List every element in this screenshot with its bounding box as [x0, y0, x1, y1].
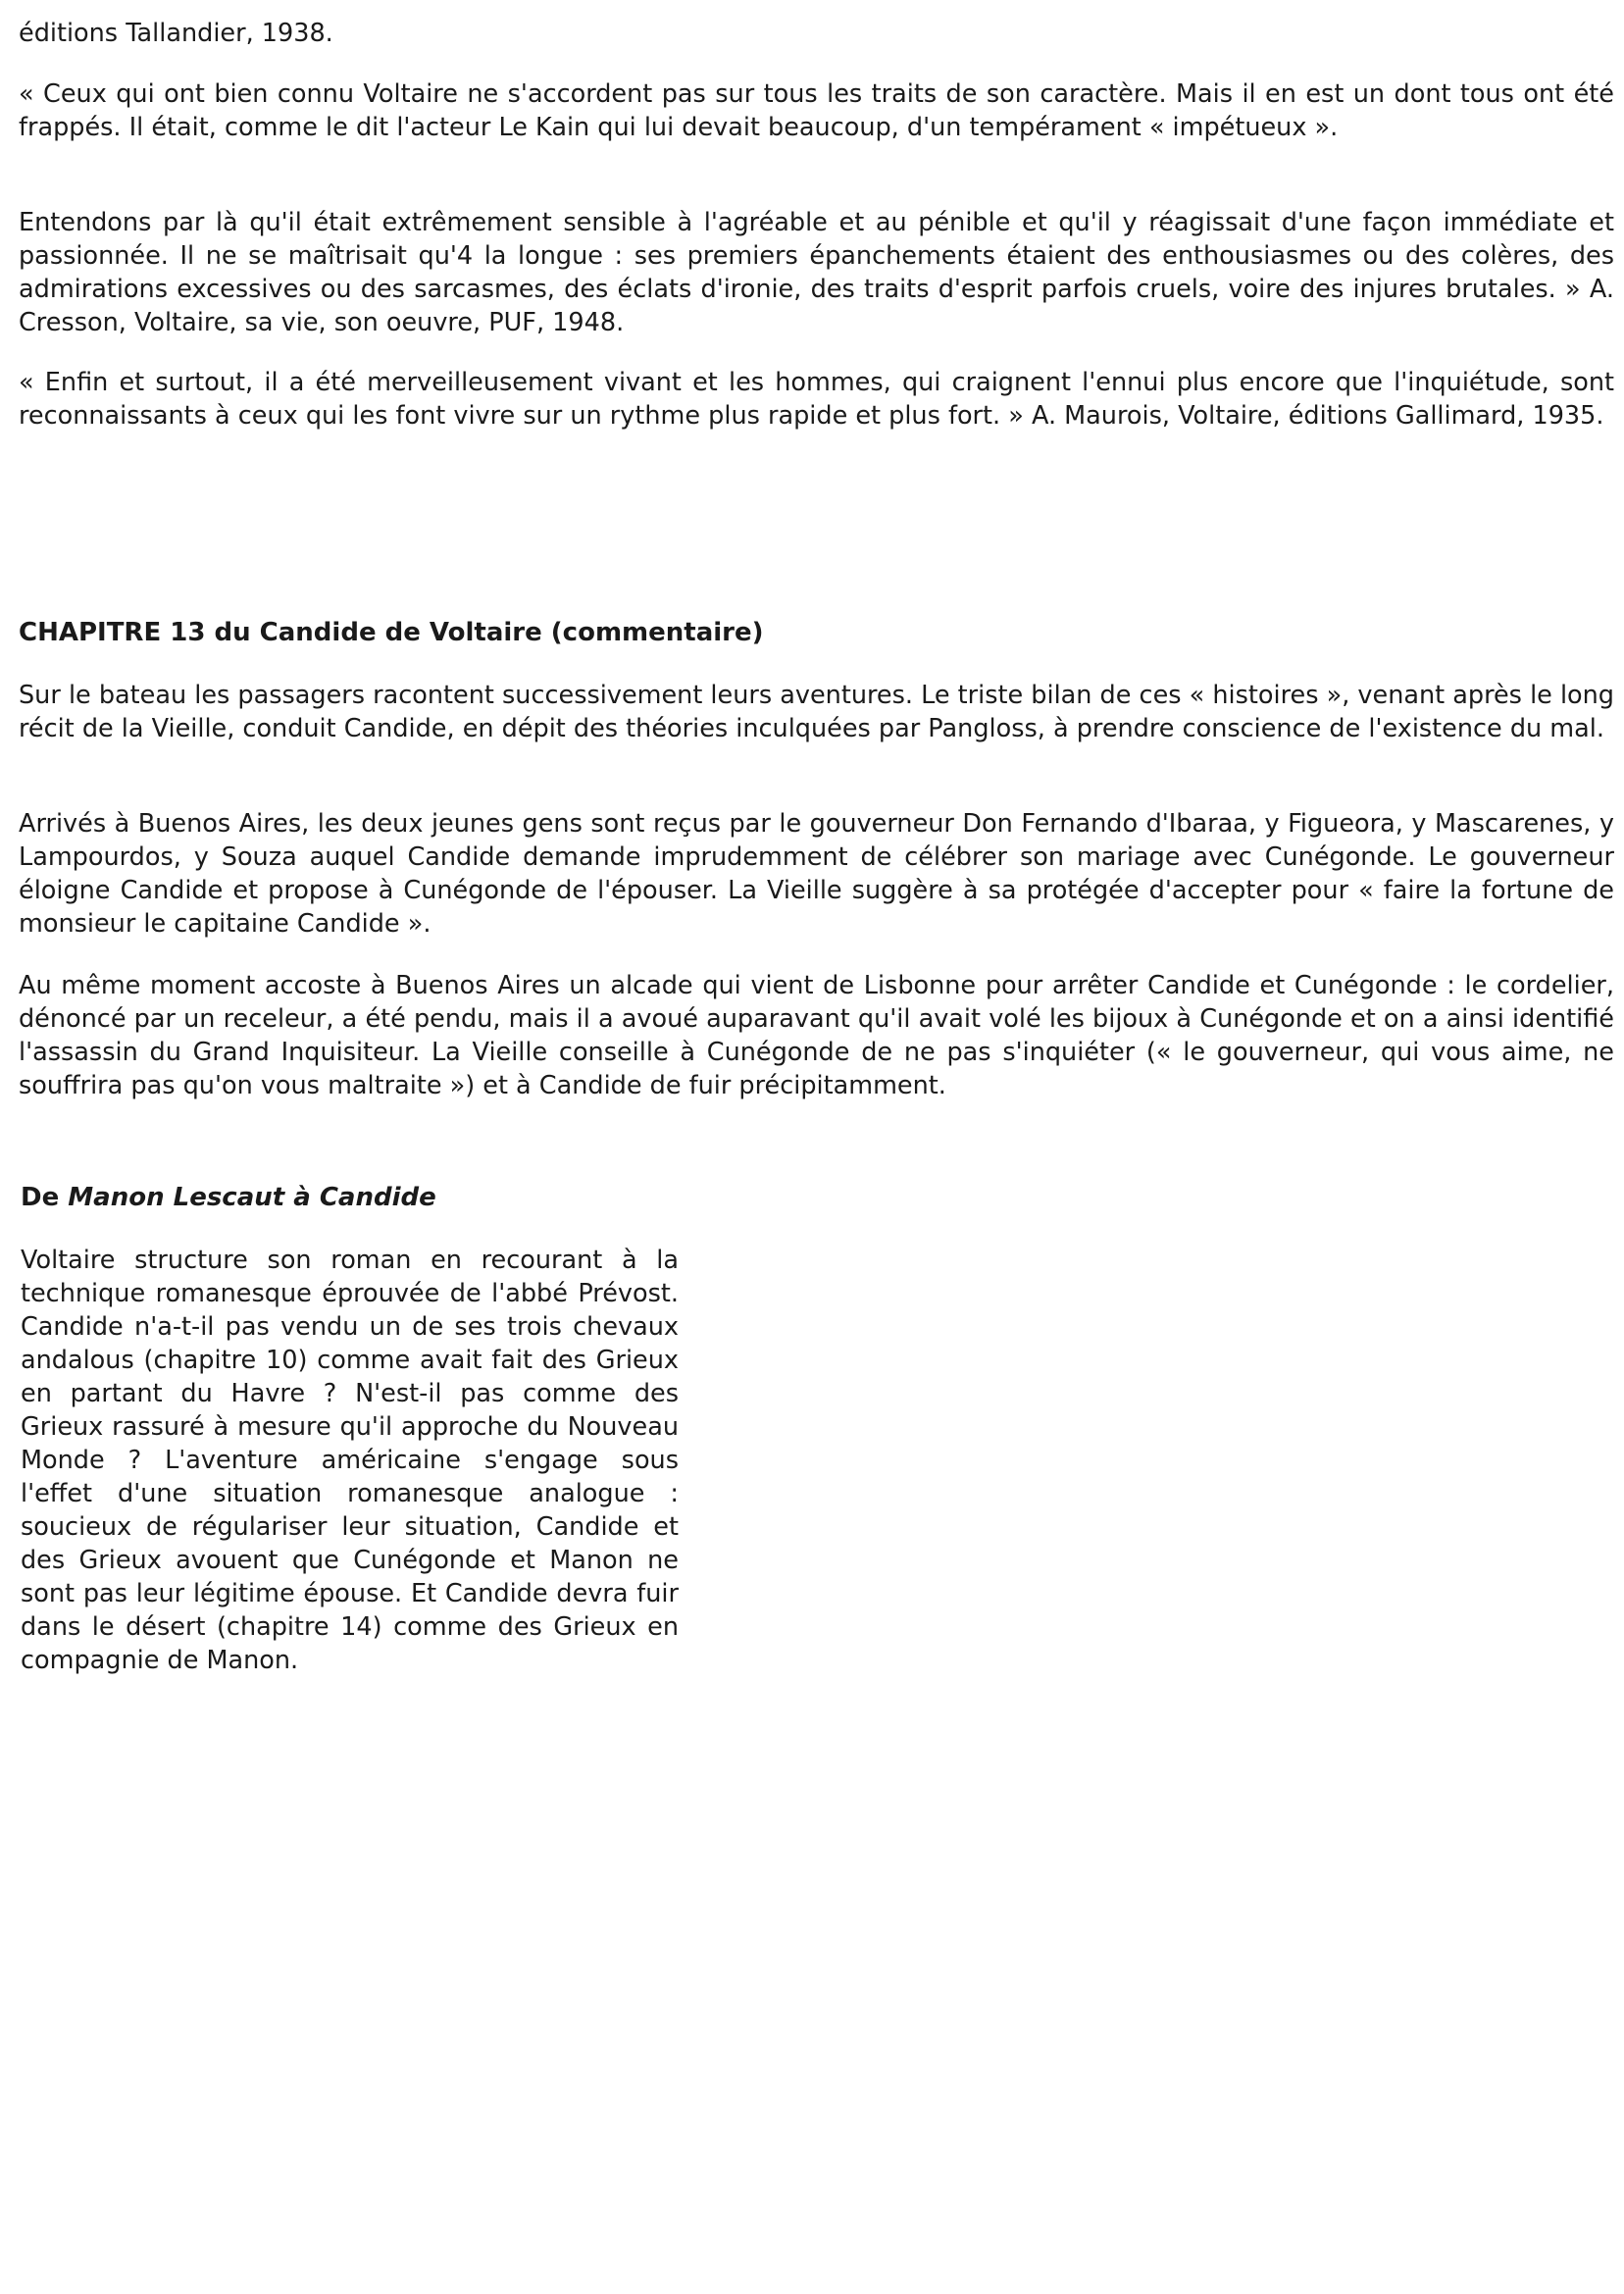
- manon-heading-prefix: De: [21, 1183, 60, 1212]
- chapter13-paragraph: Sur le bateau les passagers racontent successivement leurs aventures. Le triste bilan de ces « histoires », venant après le long récit de la Vieille, conduit Candide, en dépit des théories inculquées par Pangloss, à prendre conscience de l'existence du mal.: [19, 681, 1614, 743]
- quote-paragraph: « Enfin et surtout, il a été merveilleusement vivant et les hommes, qui craignent l'ennui plus encore que l'inquiétude, sont reconnaissants à ceux qui les font vivre sur un rythme plus rapide et plus fort. » A. Maurois, Voltaire, éditions Gallimard, 1935.: [19, 368, 1614, 431]
- manon-heading-title: Manon Lescaut à Candide: [68, 1183, 436, 1212]
- chapter13-heading: CHAPITRE 13 du Candide de Voltaire (commentaire): [19, 618, 764, 647]
- chapter13-paragraph: Arrivés à Buenos Aires, les deux jeunes gens sont reçus par le gouverneur Don Fernando d'Ibaraa, y Figueora, y Mascarenes, y Lampourdos, y Souza auquel Candide demande imprudemment de célébrer son mariage avec Cunégonde. Le gouverneur éloigne Candide et propose à Cunégonde de l'épouser. La Vieille suggère à sa protégée d'accepter pour « faire la fortune de monsieur le capitaine Candide ».: [19, 809, 1614, 939]
- manon-heading: [21, 1181, 436, 1214]
- quote-paragraph: Entendons par là qu'il était extrêmement sensible à l'agréable et au pénible et qu'il y réagissait d'une façon immédiate et passionnée. Il ne se maîtrisait qu'4 la longue : ses premiers épanchements étaient des enthousiasmes ou des colères, des admirations excessives ou des sarcasmes, des éclats d'ironie, des traits d'esprit parfois cruels, voire des injures brutales. » A. Cresson, Voltaire, sa vie, son oeuvre, PUF, 1948.: [19, 208, 1614, 337]
- source-line: éditions Tallandier, 1938.: [19, 19, 333, 48]
- chapter13-paragraph: Au même moment accoste à Buenos Aires un alcade qui vient de Lisbonne pour arrêter Candide et Cunégonde : le cordelier, dénoncé par un receleur, a été pendu, mais il a avoué auparavant qu'il avait volé les bijoux à Cunégonde et on a ainsi identifié l'assassin du Grand Inquisiteur. La Vieille conseille à Cunégonde de ne pas s'inquiéter (« le gouverneur, qui vous aime, ne souffrira pas qu'on vous maltraite ») et à Candide de fuir précipitamment.: [19, 971, 1614, 1100]
- manon-paragraph: Voltaire structure son roman en recourant à la technique romanesque éprouvée de l'abbé Prévost. Candide n'a-t-il pas vendu un de ses trois chevaux andalous (chapitre 10) comme avait fait des Grieux en partant du Havre ? N'est-il pas comme des Grieux rassuré à mesure qu'il approche du Nouveau Monde ? L'aventure américaine s'engage sous l'effet d'une situation romanesque analogue : soucieux de régulariser leur situation, Candide et des Grieux avouent que Cunégonde et Manon ne sont pas leur légitime épouse. Et Candide devra fuir dans le désert (chapitre 14) comme des Grieux en compagnie de Manon.: [21, 1246, 679, 1675]
- quote-paragraph: « Ceux qui ont bien connu Voltaire ne s'accordent pas sur tous les traits de son caractère. Mais il en est un dont tous ont été frappés. Il était, comme le dit l'acteur Le Kain qui lui devait beaucoup, d'un tempérament « impétueux ».: [19, 79, 1614, 142]
